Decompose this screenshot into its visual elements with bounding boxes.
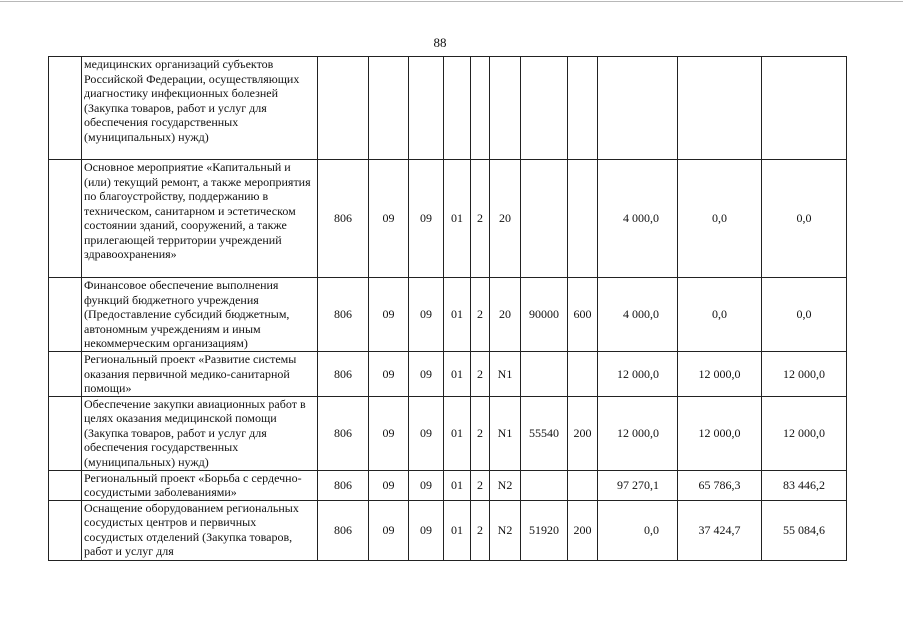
section-code-cell: 09 xyxy=(369,160,409,278)
amount-year-2-cell: 12 000,0 xyxy=(678,396,762,470)
section-code-cell: 09 xyxy=(369,396,409,470)
program-code-cell: 01 xyxy=(444,470,471,500)
expense-type-cell: 200 xyxy=(568,500,598,560)
table-row xyxy=(49,278,847,352)
amount-year-3-cell: 12 000,0 xyxy=(762,352,847,397)
event-code-cell: N1 xyxy=(490,396,521,470)
item-name-cell: Оснащение оборудованием региональных сосудистых центров и первичных сосудистых отделений (Закупка товаров, работ и услуг для xyxy=(82,500,318,560)
amount-year-2-cell: 0,0 xyxy=(678,278,762,352)
amount-year-1-cell: 4 000,0 xyxy=(598,278,678,352)
expense-type-cell xyxy=(568,352,598,397)
expense-type-cell xyxy=(568,57,598,160)
row-number-cell xyxy=(49,278,82,352)
amount-year-3-cell: 12 000,0 xyxy=(762,396,847,470)
table-row xyxy=(49,396,847,470)
direction-code-cell xyxy=(521,160,568,278)
event-code-cell: 20 xyxy=(490,278,521,352)
subprogram-code-cell: 2 xyxy=(471,396,490,470)
amount-year-2-cell: 65 786,3 xyxy=(678,470,762,500)
amount-year-3-cell: 0,0 xyxy=(762,160,847,278)
item-name-cell: Основное мероприятие «Капитальный и (или) текущий ремонт, а также мероприятия по благоустройству, поддержанию в техническом, санитарном и эстетическом состоянии зданий, сооружений, а также прилегающей территории учреждений здравоохранения» xyxy=(82,160,318,278)
section-code-cell xyxy=(369,57,409,160)
amount-year-3-cell: 0,0 xyxy=(762,278,847,352)
amount-year-3-cell xyxy=(762,57,847,160)
program-code-cell: 01 xyxy=(444,278,471,352)
row-number-cell xyxy=(49,470,82,500)
program-code-cell xyxy=(444,57,471,160)
subprogram-code-cell: 2 xyxy=(471,352,490,397)
item-name-cell: медицинских организаций субъектов Российской Федерации, осуществляющих диагностику инфекционных болезней (Закупка товаров, работ и услуг для обеспечения государственных (муниципальных) нужд) xyxy=(82,57,318,160)
table-row xyxy=(49,500,847,560)
amount-year-2-cell: 37 424,7 xyxy=(678,500,762,560)
subprogram-code-cell xyxy=(471,57,490,160)
amount-year-1-cell: 0,0 xyxy=(598,500,678,560)
direction-code-cell: 51920 xyxy=(521,500,568,560)
amount-year-1-cell: 97 270,1 xyxy=(598,470,678,500)
budget-table xyxy=(48,56,847,561)
ministry-code-cell: 806 xyxy=(318,160,369,278)
subsection-code-cell: 09 xyxy=(409,278,444,352)
table-row xyxy=(49,160,847,278)
event-code-cell: N2 xyxy=(490,500,521,560)
section-code-cell: 09 xyxy=(369,278,409,352)
event-code-cell: 20 xyxy=(490,160,521,278)
amount-year-1-cell xyxy=(598,57,678,160)
item-name-cell: Финансовое обеспечение выполнения функций бюджетного учреждения (Предоставление субсидий бюджетным, автономным учреждениям и иным некоммерческим организациям) xyxy=(82,278,318,352)
subsection-code-cell: 09 xyxy=(409,470,444,500)
amount-year-2-cell: 12 000,0 xyxy=(678,352,762,397)
direction-code-cell: 90000 xyxy=(521,278,568,352)
amount-year-1-cell: 4 000,0 xyxy=(598,160,678,278)
program-code-cell: 01 xyxy=(444,500,471,560)
ministry-code-cell: 806 xyxy=(318,470,369,500)
expense-type-cell xyxy=(568,470,598,500)
subsection-code-cell: 09 xyxy=(409,500,444,560)
event-code-cell: N2 xyxy=(490,470,521,500)
table-row xyxy=(49,57,847,160)
amount-year-1-cell: 12 000,0 xyxy=(598,396,678,470)
ministry-code-cell xyxy=(318,57,369,160)
ministry-code-cell: 806 xyxy=(318,396,369,470)
direction-code-cell xyxy=(521,352,568,397)
event-code-cell: N1 xyxy=(490,352,521,397)
ministry-code-cell: 806 xyxy=(318,278,369,352)
amount-year-2-cell xyxy=(678,57,762,160)
amount-year-1-cell: 12 000,0 xyxy=(598,352,678,397)
direction-code-cell: 55540 xyxy=(521,396,568,470)
table-body xyxy=(49,57,847,561)
subsection-code-cell: 09 xyxy=(409,396,444,470)
subsection-code-cell: 09 xyxy=(409,160,444,278)
row-number-cell xyxy=(49,57,82,160)
program-code-cell: 01 xyxy=(444,352,471,397)
table-row xyxy=(49,470,847,500)
section-code-cell: 09 xyxy=(369,470,409,500)
page-number: 88 xyxy=(433,35,447,50)
subsection-code-cell xyxy=(409,57,444,160)
direction-code-cell xyxy=(521,470,568,500)
page-top-edge xyxy=(0,1,903,2)
table-row xyxy=(49,352,847,397)
expense-type-cell xyxy=(568,160,598,278)
expense-type-cell: 600 xyxy=(568,278,598,352)
amount-year-3-cell: 55 084,6 xyxy=(762,500,847,560)
section-code-cell: 09 xyxy=(369,500,409,560)
ministry-code-cell: 806 xyxy=(318,352,369,397)
direction-code-cell xyxy=(521,57,568,160)
subprogram-code-cell: 2 xyxy=(471,278,490,352)
ministry-code-cell: 806 xyxy=(318,500,369,560)
amount-year-2-cell: 0,0 xyxy=(678,160,762,278)
row-number-cell xyxy=(49,160,82,278)
event-code-cell xyxy=(490,57,521,160)
item-name-cell: Обеспечение закупки авиационных работ в целях оказания медицинской помощи (Закупка товаров, работ и услуг для обеспечения государственных (муниципальных) нужд) xyxy=(82,396,318,470)
program-code-cell: 01 xyxy=(444,396,471,470)
subsection-code-cell: 09 xyxy=(409,352,444,397)
item-name-cell: Региональный проект «Развитие системы оказания первичной медико-санитарной помощи» xyxy=(82,352,318,397)
amount-year-3-cell: 83 446,2 xyxy=(762,470,847,500)
subprogram-code-cell: 2 xyxy=(471,500,490,560)
row-number-cell xyxy=(49,396,82,470)
row-number-cell xyxy=(49,352,82,397)
expense-type-cell: 200 xyxy=(568,396,598,470)
section-code-cell: 09 xyxy=(369,352,409,397)
program-code-cell: 01 xyxy=(444,160,471,278)
subprogram-code-cell: 2 xyxy=(471,470,490,500)
row-number-cell xyxy=(49,500,82,560)
subprogram-code-cell: 2 xyxy=(471,160,490,278)
item-name-cell: Региональный проект «Борьба с сердечно-сосудистыми заболеваниями» xyxy=(82,470,318,500)
